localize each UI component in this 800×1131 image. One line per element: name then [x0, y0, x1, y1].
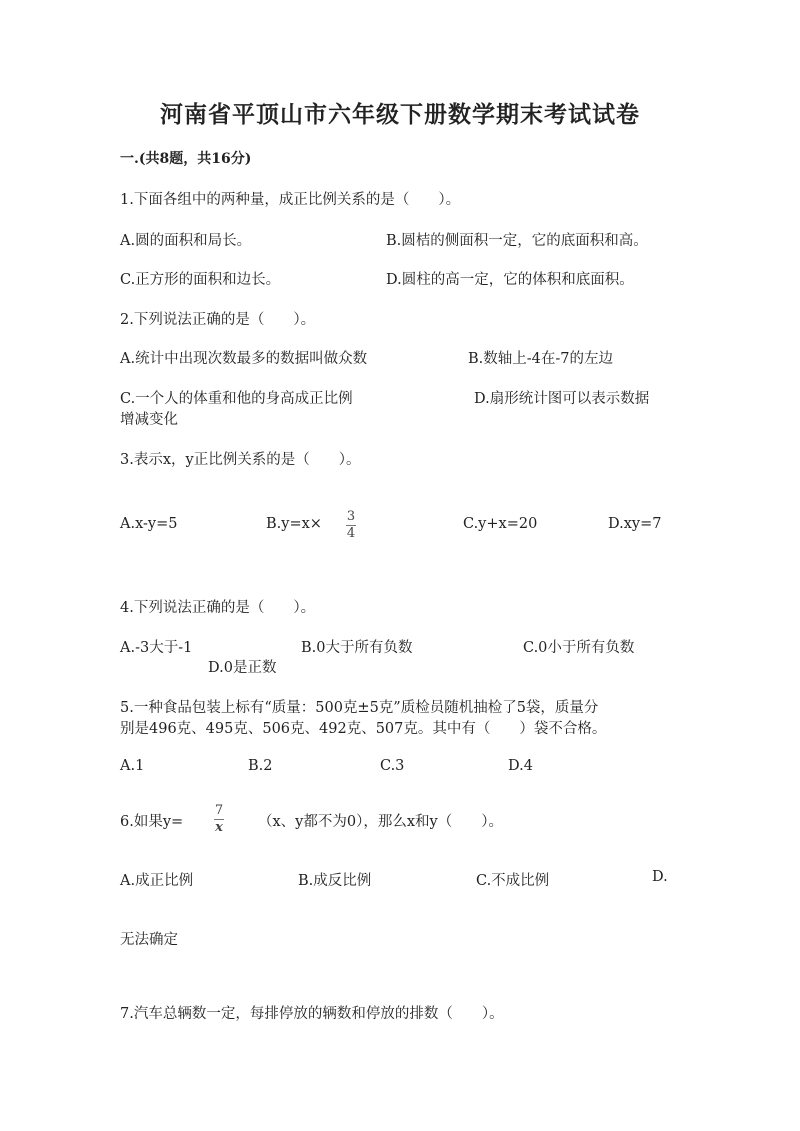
question-6-option-b: B.成反比例	[298, 873, 372, 889]
question-5-option-a: A.1	[120, 758, 145, 774]
question-6-option-d-continued: 无法确定	[120, 932, 178, 948]
question-1-option-a: A.圆的面积和局长。	[120, 233, 252, 249]
question-7-stem: 7.汽车总辆数一定，每排停放的辆数和停放的排数（ ）。	[120, 1006, 504, 1022]
question-2-option-a: A.统计中出现次数最多的数据叫做众数	[120, 351, 368, 367]
fraction-denominator: 4	[346, 526, 356, 541]
question-5-stem-line-2: 别是496克、495克、506克、492克、507克。其中有（ ）袋不合格。	[120, 721, 607, 737]
question-4-option-a: A.-3大于-1	[120, 640, 193, 656]
question-3-option-d: D.xy=7	[608, 516, 662, 532]
question-2-option-c: C.一个人的体重和他的身高成正比例	[120, 391, 353, 407]
question-3-option-c: C.y+x=20	[463, 516, 538, 532]
question-2-option-d: D.扇形统计图可以表示数据	[474, 391, 650, 407]
question-1-option-d: D.圆柱的高一定，它的体积和底面积。	[386, 272, 634, 288]
question-1-option-b: B.圆桔的侧面积一定，它的底面积和高。	[386, 233, 648, 249]
question-6-option-a: A.成正比例	[120, 873, 194, 889]
question-6-option-d: D.	[652, 869, 668, 885]
question-3-stem: 3.表示x，y正比例关系的是（ ）。	[120, 452, 361, 468]
question-6-fraction	[214, 804, 224, 835]
question-5-option-b: B.2	[248, 758, 273, 774]
question-5-stem-line-1: 5.一种食品包装上标有“质量：500克±5克”质检员随机抽检了5袋，质量分	[120, 700, 599, 716]
question-4-option-c: C.0小于所有负数	[523, 640, 635, 656]
question-6-stem-suffix: （x、y都不为0），那么x和y（ ）。	[258, 814, 503, 830]
question-5-option-d: D.4	[508, 758, 533, 774]
question-1-stem: 1.下面各组中的两种量，成正比例关系的是（ ）。	[120, 192, 461, 208]
fraction-numerator: 7	[214, 803, 224, 818]
question-4-option-d: D.0是正数	[208, 660, 277, 676]
question-1-option-c: C.正方形的面积和边长。	[120, 272, 281, 288]
question-5-option-c: C.3	[380, 758, 405, 774]
question-4-stem: 4.下列说法正确的是（ ）。	[120, 600, 316, 616]
question-3-option-b: B.y=x×	[266, 516, 322, 532]
question-2-option-b: B.数轴上-4在-7的左边	[468, 351, 614, 367]
fraction-numerator: 3	[346, 509, 356, 524]
question-6-stem-prefix: 6.如果y=	[120, 814, 184, 830]
fraction-denominator: x	[215, 820, 223, 835]
section-heading: 一.(共8题，共16分)	[120, 151, 252, 167]
page-title: 河南省平顶山市六年级下册数学期末考试试卷	[160, 101, 640, 128]
question-3-fraction	[346, 510, 356, 541]
question-2-option-d-continued: 增减变化	[120, 412, 178, 428]
question-2-stem: 2.下列说法正确的是（ ）。	[120, 312, 316, 328]
question-4-option-b: B.0大于所有负数	[301, 640, 413, 656]
question-6-option-c: C.不成比例	[476, 873, 550, 889]
question-3-option-a: A.x-y=5	[120, 516, 178, 532]
